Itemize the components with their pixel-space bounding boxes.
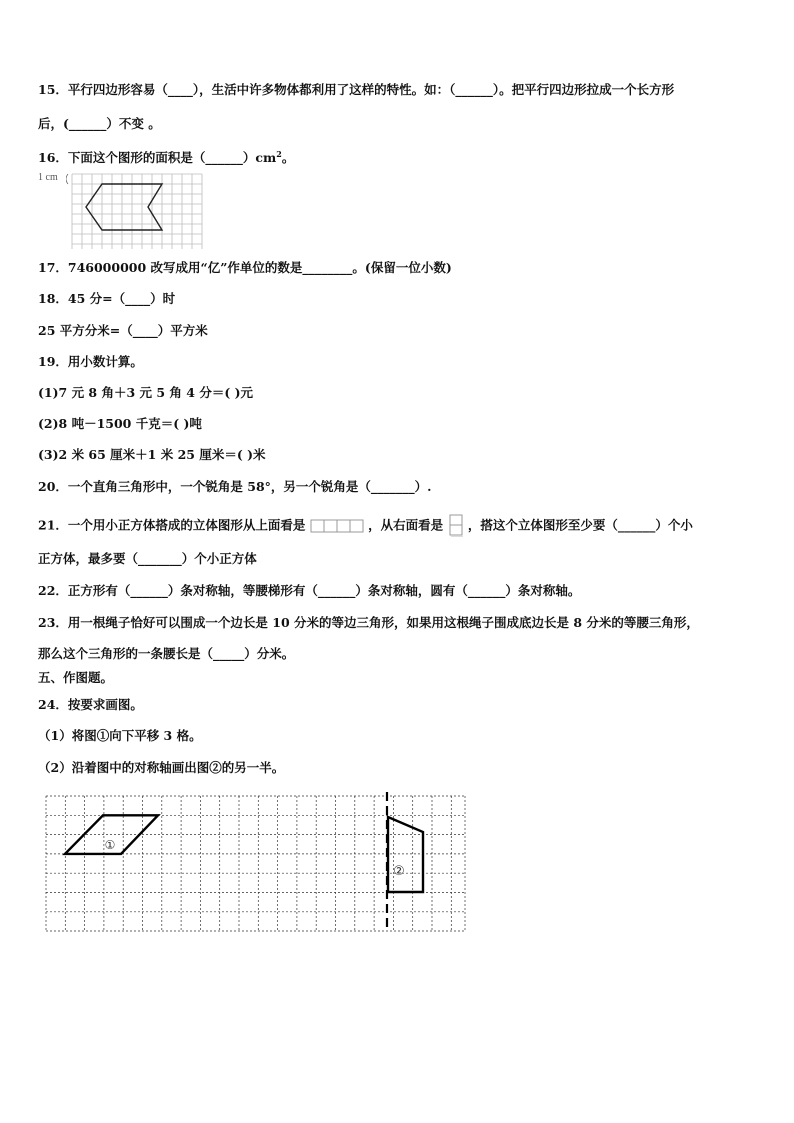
question-20: 20．一个直角三角形中，一个锐角是 58°，另一个锐角是（_______）. (38, 479, 432, 494)
question-23-line-2: 那么这个三角形的一条腰长是（_____）分米。 (38, 646, 295, 661)
question-16-superscript: 2 (276, 149, 282, 159)
question-18-line-1: 18．45 分=（____）时 (38, 291, 176, 306)
question-21-text-c: ，搭这个立体图形至少要（______）个小 (467, 517, 693, 533)
question-24-title: 24．按要求画图。 (38, 697, 143, 712)
right-view-icon (448, 514, 464, 538)
question-17: 17．746000000 改写成用“亿”作单位的数是________。(保留一位小数) (38, 260, 452, 275)
question-24-step-2: （2）沿着图中的对称轴画出图②的另一半。 (38, 760, 285, 775)
question-21-line-2: 正方体，最多要（_______）个小正方体 (38, 551, 257, 566)
section-5-title: 五、作图题。 (38, 670, 114, 685)
question-16-suffix: 。 (281, 150, 295, 166)
figure-2-label: ② (393, 864, 405, 879)
top-view-icon (310, 519, 364, 533)
question-24-step-1: （1）将图①向下平移 3 格。 (38, 728, 202, 743)
question-21-line-1 (38, 514, 693, 538)
figure-1-label: ① (104, 838, 116, 852)
question-22: 22．正方形有（______）条对称轴，等腰梯形有（______）条对称轴，圆有（______）条对称轴。 (38, 583, 581, 598)
question-16 (38, 145, 294, 167)
question-15-line-2: 后，(______）不变 。 (38, 116, 161, 131)
area-grid-figure (66, 172, 208, 252)
question-19-item-1: (1)7 元 8 角＋3 元 5 角 4 分＝( )元 (38, 385, 254, 400)
scale-label: 1 cm (38, 172, 58, 183)
question-16-text: 16．下面这个图形的面积是（______）cm (38, 150, 277, 166)
question-19-item-2: (2)8 吨－1500 千克＝( )吨 (38, 416, 202, 431)
question-21-text-a: 21．一个用小正方体搭成的立体图形从上面看是 (38, 517, 306, 533)
question-19-title: 19．用小数计算。 (38, 354, 143, 369)
question-19-item-3: (3)2 米 65 厘米＋1 米 25 厘米＝( )米 (38, 447, 266, 462)
question-15-line-1: 15．平行四边形容易（____），生活中许多物体都利用了这样的特性。如：（______）。把平行四边形拉成一个长方形 (38, 82, 675, 97)
question-23-line-1: 23．用一根绳子恰好可以围成一个边长是 10 分米的等边三角形，如果用这根绳子围成底边长是 8 分米的等腰三角形， (38, 615, 699, 630)
area-shape (86, 184, 162, 230)
drawing-grid (40, 792, 470, 932)
question-18-line-2: 25 平方分米=（____）平方米 (38, 323, 208, 338)
question-21-text-b: ，从右面看是 (368, 517, 444, 533)
